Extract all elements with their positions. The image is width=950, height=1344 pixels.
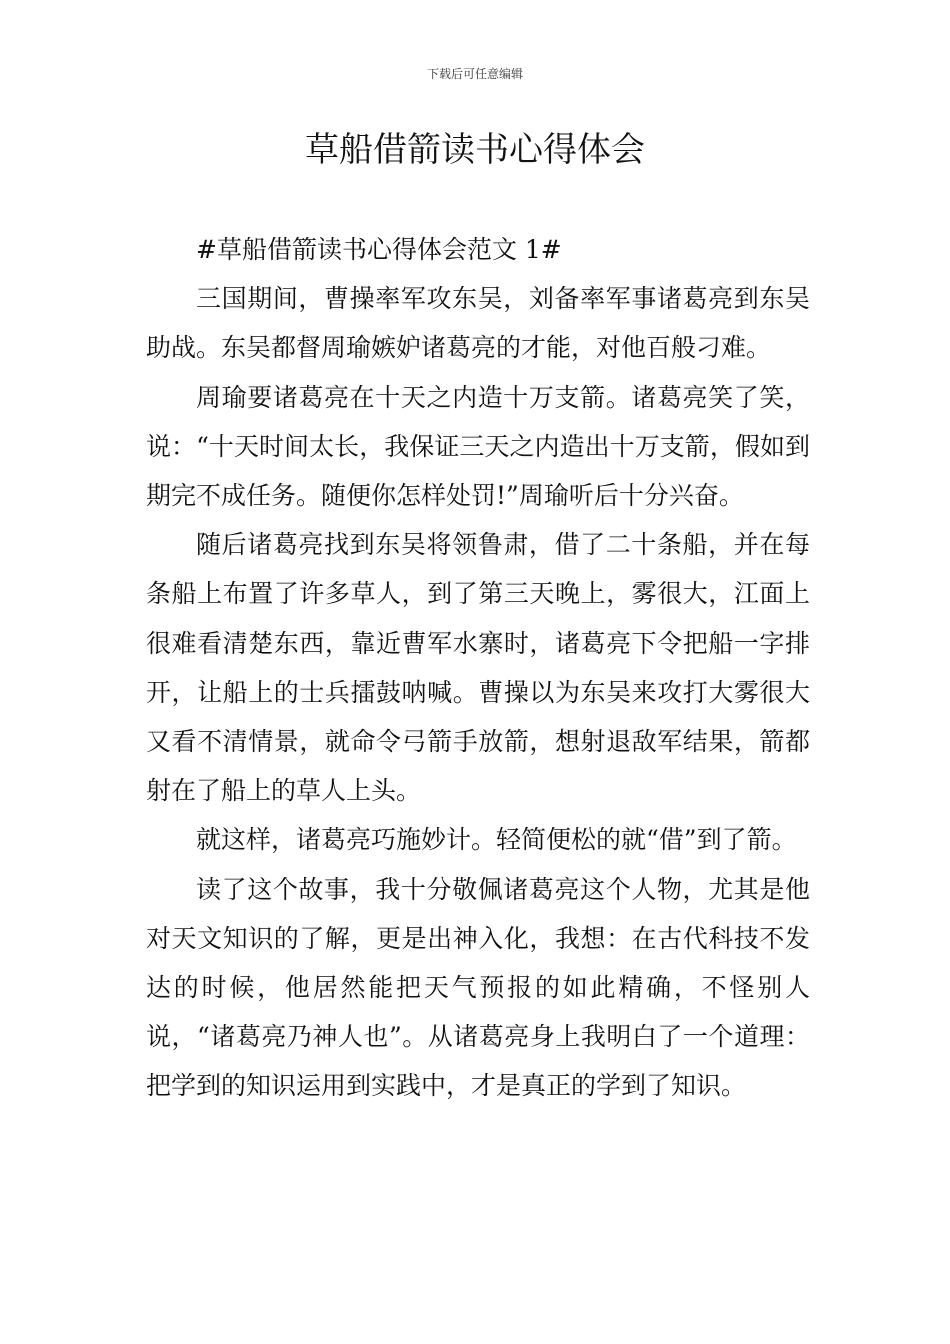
paragraph: 就这样，诸葛亮巧施妙计。轻简便松的就“借”到了箭。 bbox=[196, 825, 797, 855]
header-note: 下载后可任意编辑 bbox=[426, 67, 523, 81]
paragraph: 随后诸葛亮找到东吴将领鲁肃，借了二十条船，并在每条船上布置了许多草人，到了第三天晚上，雾很大，江面上很难看清楚东西，靠近曹军水寨时，诸葛亮下令把船一字排开，让船上的士兵擂鼓呐喊。曹操以为东吴来攻打大雾很大又看不清情景，就命令弓箭手放箭，想射退敌军结果，箭都射在了船上的草人上头。 bbox=[146, 530, 810, 806]
paragraph: 周瑜要诸葛亮在十天之内造十万支箭。诸葛亮笑了笑，说：“十天时间太长，我保证三天之内造出十万支箭，假如到期完不成任务。随便你怎样处罚!”周瑜听后十分兴奋。 bbox=[146, 382, 810, 511]
paragraph: 三国期间，曹操率军攻东吴，刘备率军事诸葛亮到东吴助战。东吴都督周瑜嫉妒诸葛亮的才能，对他百般刁难。 bbox=[146, 284, 810, 363]
document-title: 草船借箭读书心得体会 bbox=[305, 130, 645, 170]
section-heading: #草船借箭读书心得体会范文 1# bbox=[196, 235, 562, 264]
document-body bbox=[146, 225, 810, 1111]
paragraph: 读了这个故事，我十分敬佩诸葛亮这个人物，尤其是他对天文知识的了解，更是出神入化，我想：在古代科技不发达的时候，他居然能把天气预报的如此精确，不怪别人说，“诸葛亮乃神人也”。从诸葛亮身上我明白了一个道理：把学到的知识运用到实践中，才是真正的学到了知识。 bbox=[146, 874, 810, 1101]
